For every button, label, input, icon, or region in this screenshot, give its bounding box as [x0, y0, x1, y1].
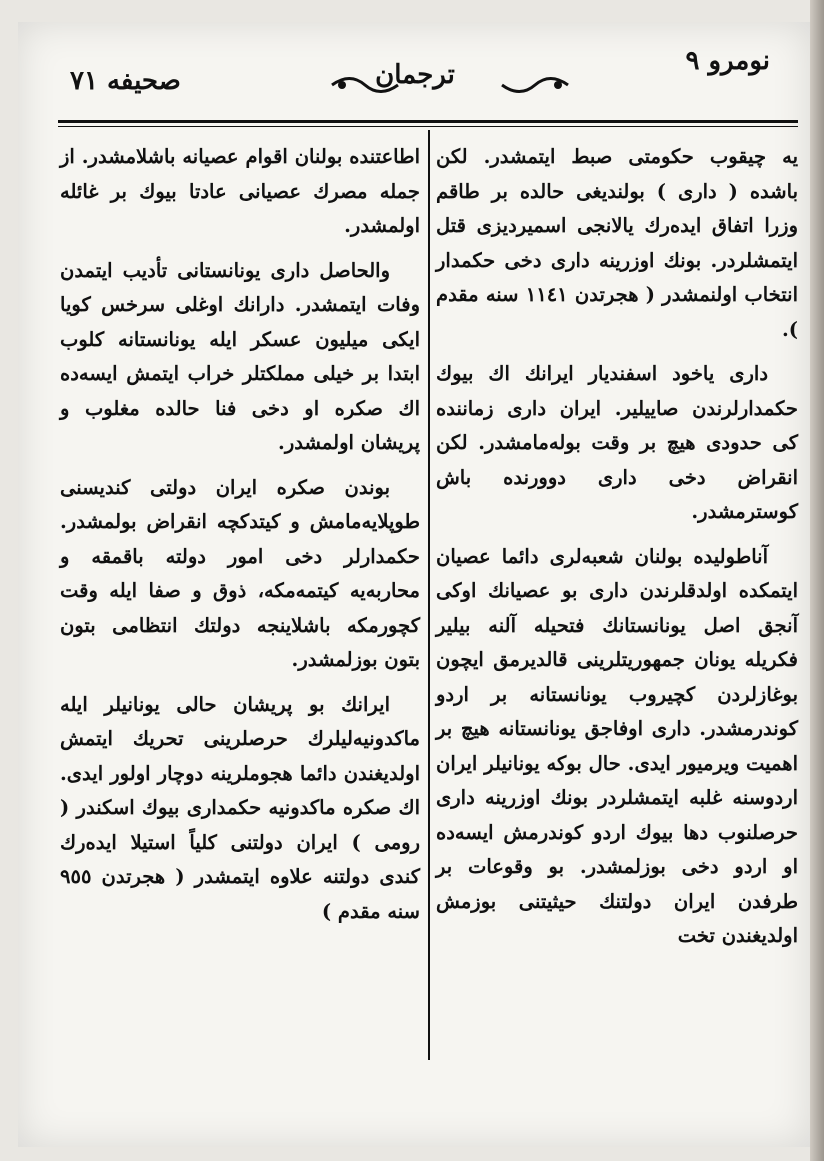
paragraph: داری یاخود اسفندیار ایرانك اك بیوك حکمدارلرندن صاییلیر. ایران داری زماننده کی حدودی هیچ بر وقت بولەمامشدر. لکن انقراض دخی داری دوورنده باش کوسترمشدر.: [436, 362, 798, 523]
header-rule-thin: [58, 126, 798, 127]
column-separator: [428, 130, 430, 1060]
page-edge: [810, 0, 824, 1161]
header-rule: [58, 120, 798, 123]
paragraph: والحاصل داری یونانستانی تأدیب ایتمدن وفات ایتمشدر. دارانك اوغلی سرخس کویا ایکی میلیون عسکر ایله یونانستانه کلوب ابتدا بر خیلی مملکتلر خراب ایتمش ایسەده اك صکره او دخی فنا حالده مغلوب و پریشان اولمشدر.: [60, 258, 420, 454]
paragraph: یه چیقوب حکومتی صبط ایتمشدر. لکن باشده ( داری ) بولندیغی حالده بر طاقم وزرا اتفاق ایدەرك یالانجی اسمیردیزی قتل ایتمشلردر. بونك اوزرینه داری دخی حکمدار انتخاب اولنمشدر ( هجرتدن ١١٤١ سنه مقدم ).: [436, 145, 798, 341]
paragraph: آناطولیده بولنان شعبەلری دائما عصیان ایتمکده اولدقلرندن داری بو عصیانك اوکی آنجق اصل یونانستانك فتحیله آلنه بیلیر فکریله یونان جمهوریتلرینی قالدیرمق ایچون بوغازلردن کچیروب یونانستانه بر اردو کوندرمشدر. داری اوفاجق یونانستانه هیچ بر اهمیت ویرمیور ایدی. حال بوکه یونانیلر ایران اردوسنه غلبه ایتمشلردر بونك اوزرینه داری حرصلنوب دها بیوك اردو کوندرمش ایسەده او اردو دخی بوزلمشدر. بو وقوعات بر طرفدن ایران دولتنك حیثیتنی بوزمش اولدیغندن تخت: [436, 544, 798, 947]
issue-number: نومرو ٩: [685, 46, 770, 76]
right-column: [436, 140, 798, 964]
paragraph: ایرانك بو پریشان حالی یونانیلر ایله ماکدونیەلیلرك حرصلرینی تحریك ایتمش اولدیغندن دائما هجوملرینه دوچار اولور ایدی. اك صکره ماکدونیه حکمداری بیوك اسکندر ( رومی ) ایران دولتنی کلیاً استیلا ایدەرك کندی دولتنه علاوه ایتمشدر ( هجرتدن ٩٥٥ سنه مقدم ): [60, 692, 420, 923]
right-ornament-icon: [500, 70, 570, 100]
page-header: [40, 40, 770, 110]
paragraph: اطاعتنده بولنان اقوام عصیانه باشلامشدر. از جمله مصرك عصیانی عادتا بیوك بر غائله اولمشدر.: [60, 145, 420, 237]
page-number: صحيفه ٧١: [70, 66, 181, 96]
newspaper-title: ترجمان: [375, 60, 455, 90]
left-column: [60, 140, 420, 939]
paragraph: بوندن صکره ایران دولتی کندیسنی طوپلایەمامش و کیتدکچه انقراض بولمشدر. حکمدارلر دخی امور دولته باقمقه و محاربەیه کیتمەمکه، ذوق و صفا ایله وقت کچورمکه باشلاینجه دولتك انتظامی بتون بتون بوزلمشدر.: [60, 475, 420, 671]
